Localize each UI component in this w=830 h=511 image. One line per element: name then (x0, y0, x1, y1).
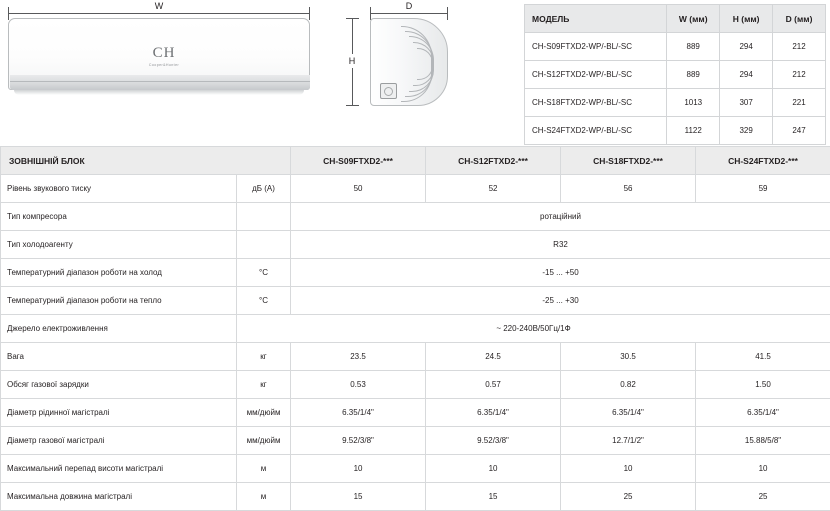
product-drawings (0, 0, 830, 144)
dimensions-header-d: D (мм) (773, 5, 826, 33)
table-row (525, 117, 826, 145)
side-view-pipe-port (380, 83, 397, 99)
spec-row-unit (237, 231, 291, 259)
spec-table-title: ЗОВНІШНІЙ БЛОК (1, 147, 291, 175)
dimensions-header-model: МОДЕЛЬ (525, 5, 667, 33)
spec-row-label: Температурний діапазон роботи на холод (1, 259, 237, 287)
spec-row-unit: кг (237, 343, 291, 371)
dimensions-cell-model: CH-S24FTXD2-WP/-BL/-SC (525, 117, 667, 145)
side-view-body (370, 18, 448, 106)
spec-cell-value: 15 (426, 483, 561, 511)
spec-cell-value: 0.82 (561, 371, 696, 399)
brand-logo (129, 45, 199, 67)
dimensions-cell-model: CH-S09FTXD2-WP/-BL/-SC (525, 33, 667, 61)
table-row (1, 483, 830, 511)
depth-dimension-label (370, 1, 448, 11)
logo-mark-text: CH (129, 45, 199, 62)
spec-table-header-row (1, 147, 830, 175)
spec-cell-value: 41.5 (696, 343, 830, 371)
spec-row-label: Температурний діапазон роботи на тепло (1, 287, 237, 315)
spec-table-body (1, 175, 830, 511)
dimensions-cell-h: 294 (720, 61, 773, 89)
spec-cell-value: 23.5 (291, 343, 426, 371)
table-row (1, 259, 830, 287)
spec-row-unit: м (237, 455, 291, 483)
dimensions-cell-model: CH-S18FTXD2-WP/-BL/-SC (525, 89, 667, 117)
table-row (525, 61, 826, 89)
spec-cell-value: 56 (561, 175, 696, 203)
table-row (1, 371, 830, 399)
spec-cell-value: 25 (561, 483, 696, 511)
spec-cell-value: 1.50 (696, 371, 830, 399)
spec-row-unit (237, 203, 291, 231)
spec-header-model-3: CH-S18FTXD2-*** (561, 147, 696, 175)
spec-cell-value: 9.52/3/8" (426, 427, 561, 455)
spec-cell-value: 15.88/5/8" (696, 427, 830, 455)
spec-cell-value-span: ротаційний (291, 203, 830, 231)
spec-row-unit: °С (237, 259, 291, 287)
dimensions-cell-d: 247 (773, 117, 826, 145)
dimensions-cell-d: 212 (773, 61, 826, 89)
spec-row-label: Максимальний перепад висоти магістралі (1, 455, 237, 483)
table-row (1, 343, 830, 371)
dimensions-cell-w: 889 (667, 33, 720, 61)
dimensions-cell-w: 1013 (667, 89, 720, 117)
spec-cell-value: 10 (696, 455, 830, 483)
dimensions-header-w: W (мм) (667, 5, 720, 33)
spec-cell-value: 0.57 (426, 371, 561, 399)
spec-cell-value: 10 (426, 455, 561, 483)
table-row (1, 315, 830, 343)
front-view-body (8, 18, 310, 90)
spec-row-label: Джерело електроживлення (1, 315, 237, 343)
spec-row-unit: мм/дюйм (237, 427, 291, 455)
spec-cell-value: 6.35/1/4" (561, 399, 696, 427)
dimensions-cell-d: 212 (773, 33, 826, 61)
depth-label-text: D (403, 1, 416, 11)
width-label-text: W (151, 1, 168, 11)
dimensions-cell-d: 221 (773, 89, 826, 117)
spec-header-model-4: CH-S24FTXD2-*** (696, 147, 830, 175)
dimensions-header-h: H (мм) (720, 5, 773, 33)
spec-cell-value: 12.7/1/2" (561, 427, 696, 455)
spec-cell-value: 50 (291, 175, 426, 203)
spec-row-label: Діаметр газової магістралі (1, 427, 237, 455)
dimensions-cell-h: 294 (720, 33, 773, 61)
spec-cell-value: 59 (696, 175, 830, 203)
spec-row-unit: мм/дюйм (237, 399, 291, 427)
depth-dimension-line (370, 13, 448, 14)
dimensions-table-body (525, 33, 826, 145)
spec-cell-value-span: ~ 220-240В/50Гц/1Ф (237, 315, 830, 343)
spec-cell-value: 25 (696, 483, 830, 511)
spec-row-unit: °С (237, 287, 291, 315)
spec-row-label: Тип холодоагенту (1, 231, 237, 259)
table-row (1, 427, 830, 455)
depth-dimension (370, 2, 448, 16)
table-row (1, 287, 830, 315)
spec-cell-value-span: -25 ... +30 (291, 287, 830, 315)
width-dimension (8, 2, 310, 16)
spec-cell-value-span: R32 (291, 231, 830, 259)
table-row (1, 203, 830, 231)
dimensions-cell-h: 329 (720, 117, 773, 145)
height-dimension (344, 18, 360, 106)
spec-row-label: Діаметр рідинної магістралі (1, 399, 237, 427)
dimensions-table-header-row (525, 5, 826, 33)
table-row (1, 399, 830, 427)
table-row (1, 231, 830, 259)
spec-row-label: Обсяг газової зарядки (1, 371, 237, 399)
spec-row-unit: дБ (А) (237, 175, 291, 203)
dimensions-cell-w: 1122 (667, 117, 720, 145)
spec-row-label: Вага (1, 343, 237, 371)
dimensions-table (524, 4, 826, 145)
spec-cell-value: 10 (561, 455, 696, 483)
spec-header-model-1: CH-S09FTXD2-*** (291, 147, 426, 175)
spec-row-label: Рівень звукового тиску (1, 175, 237, 203)
front-view-shadow (14, 90, 304, 95)
spec-row-unit: м (237, 483, 291, 511)
indoor-unit-side-view (366, 18, 452, 116)
outdoor-unit-spec-table (0, 146, 830, 511)
dimensions-cell-model: CH-S12FTXD2-WP/-BL/-SC (525, 61, 667, 89)
dimensions-cell-h: 307 (720, 89, 773, 117)
table-row (525, 33, 826, 61)
spec-cell-value: 6.35/1/4" (696, 399, 830, 427)
logo-sub-text: Cooper&Hunter (129, 63, 199, 67)
spec-header-model-2: CH-S12FTXD2-*** (426, 147, 561, 175)
spec-row-label: Максимальна довжина магістралі (1, 483, 237, 511)
spec-cell-value: 30.5 (561, 343, 696, 371)
width-dimension-label (8, 1, 310, 11)
spec-cell-value: 0.53 (291, 371, 426, 399)
spec-cell-value: 10 (291, 455, 426, 483)
spec-cell-value: 24.5 (426, 343, 561, 371)
indoor-unit-front-view (8, 18, 310, 104)
table-row (1, 175, 830, 203)
spec-cell-value: 6.35/1/4" (291, 399, 426, 427)
spec-cell-value: 15 (291, 483, 426, 511)
front-view-louver (10, 75, 310, 90)
spec-cell-value: 6.35/1/4" (426, 399, 561, 427)
table-row (525, 89, 826, 117)
spec-cell-value: 9.52/3/8" (291, 427, 426, 455)
spec-row-unit: кг (237, 371, 291, 399)
dimensions-cell-w: 889 (667, 61, 720, 89)
spec-row-label: Тип компресора (1, 203, 237, 231)
spec-cell-value: 52 (426, 175, 561, 203)
width-dimension-line (8, 13, 310, 14)
spec-cell-value-span: -15 ... +50 (291, 259, 830, 287)
height-dimension-label: H (344, 54, 360, 68)
table-row (1, 455, 830, 483)
